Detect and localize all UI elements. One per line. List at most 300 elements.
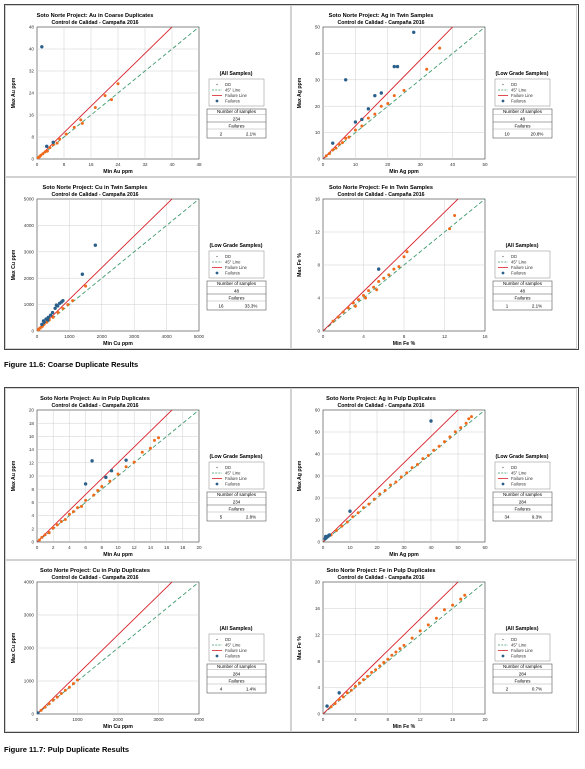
sample-point [141,451,144,454]
failure-point [55,303,58,306]
sample-point [149,447,152,450]
sample-point [386,658,389,661]
failures-label: Failures [228,295,245,301]
sample-point [351,515,354,518]
x-tick-label: 1000 [64,334,75,339]
sample-point [48,702,51,705]
sample-point [380,105,383,108]
sample-point [44,706,47,709]
legend-dd-marker [502,467,503,468]
chart-panel [6,165,291,349]
x-tick-label: 32 [142,162,148,167]
y-tick-label: 12 [314,632,320,638]
y-tick-label: 4 [31,513,34,519]
y-tick-label: 16 [314,606,320,611]
legend-box [495,79,550,106]
samples-count-label: Number of samples [216,281,257,287]
y-tick-label: 3000 [23,249,34,255]
legend-label: Failures [225,98,240,104]
y-tick-label: 4 [317,685,320,691]
y-axis-label: Max Ag ppm [297,77,303,109]
chart-title: Soto Norte Project: Cu in Pulp Duplicates [39,568,151,574]
x-tick-label: 30 [401,545,407,550]
y-tick-label: 2000 [23,645,34,651]
x-tick-label: 8 [62,162,66,167]
samples-count-label: Number of samples [216,109,257,115]
legend-label: DD [511,637,518,642]
legend-dd-marker [216,84,217,85]
failure-point [377,267,380,270]
failure-point [412,31,415,34]
y-tick-label: 0 [317,328,320,334]
legend-label: 45° Line [225,470,241,476]
sample-point [346,520,349,523]
y-tick-label: 8 [31,134,34,140]
sample-point [342,695,345,698]
y-tick-label: 20 [314,103,320,109]
sample-point [335,529,338,532]
sample-point [66,303,69,306]
sample-point [344,137,347,140]
samples-count-value: 284 [518,671,527,677]
y-tick-label: 48 [28,24,34,30]
sample-point [94,106,97,109]
y-axis-label: Max Ag ppm [297,460,303,492]
y-axis-label: Max Cu ppm [11,249,17,281]
x-tick-label: 50 [455,545,461,550]
y-tick-label: 40 [314,51,320,56]
y-tick-label: 8 [317,658,320,664]
sample-point [375,288,378,291]
sample-point [38,539,41,542]
failure-point [52,141,55,144]
sample-point [366,675,369,678]
failures-label: Failures [514,123,531,129]
chart-title: Soto Norte Project: Au in Pulp Duplicates [40,396,150,402]
chart-panel [292,5,577,177]
x-axis-label: Min Ag ppm [389,169,419,175]
sample-point [40,709,43,712]
sample-point [403,644,406,647]
sample-point [382,661,385,664]
y-tick-label: 0 [317,156,320,162]
sample-point [362,294,365,297]
y-tick-label: 10 [314,130,320,136]
figure-11-6-caption: Figure 11.6: Coarse Duplicate Results [4,360,139,369]
y-tick-label: 3000 [23,612,34,618]
sample-point [117,82,120,85]
samples-count-value: 48 [519,116,526,122]
sample-point [411,466,414,469]
sample-point [337,315,340,318]
y-tick-label: 6 [31,500,34,505]
sample-point [80,505,83,508]
x-tick-label: 16 [88,162,94,167]
sample-point [65,133,68,136]
sample-point [362,678,365,681]
x-tick-label: 60 [482,545,488,550]
x-tick-label: 10 [115,545,121,550]
x-tick-label: 0 [321,334,325,339]
sample-point [459,598,462,601]
sample-point [416,463,419,466]
figure-coarse-duplicates [4,4,579,350]
legend-failures-marker [502,483,505,486]
y-axis-label: Max Au ppm [11,77,17,109]
sample-point [354,305,357,308]
y-tick-label: 20 [314,495,320,501]
x-tick-label: 4 [362,334,365,339]
x-tick-label: 0 [35,334,39,339]
legend-label: Failures [511,481,526,487]
sample-point [406,250,409,253]
sample-point [358,681,361,684]
sample-point [362,506,365,509]
chart-panel [292,388,577,560]
failure-point [40,45,43,48]
y-tick-label: 30 [314,473,320,479]
y-tick-label: 0 [31,539,34,545]
legend-title: (All Samples) [505,626,539,632]
sample-point [367,117,370,120]
sample-point [48,146,51,149]
x-tick-label: 0 [321,545,325,550]
sample-point [432,449,435,452]
y-tick-label: 1000 [23,302,34,308]
legend-box [209,79,264,106]
legend-label: Failures [225,270,240,276]
legend-label: Failures [225,481,240,487]
failure-point [338,691,341,694]
y-tick-label: 4000 [23,579,34,585]
y-tick-label: 2 [31,526,34,532]
sample-point [340,525,343,528]
sample-point [389,484,392,487]
sample-point [374,668,377,671]
chart-subtitle: Control de Calidad - Campaña 2016 [337,20,425,26]
y-tick-label: 24 [28,90,34,96]
sample-point [44,533,47,536]
y-tick-label: 16 [28,112,34,118]
sample-point [467,417,470,420]
legend-box [495,251,550,278]
y-tick-label: 0 [317,539,320,545]
sample-point [58,138,61,141]
sample-point [390,654,393,657]
failures-count: 2 [505,686,509,692]
y-axis-label: Max Au ppm [11,460,17,492]
failures-percent: 2.1% [531,303,543,309]
sample-point [448,227,451,230]
sample-point [394,650,397,653]
failures-percent: 2.8% [245,514,257,520]
sample-point [370,671,373,674]
legend-failures-marker [502,100,505,103]
y-tick-label: 8 [317,262,320,268]
failure-point [45,145,48,148]
sample-point [56,142,59,145]
failure-point [393,65,396,68]
legend-failures-marker [216,655,219,658]
sample-point [427,623,430,626]
y-tick-label: 12 [28,460,34,466]
x-tick-label: 4000 [193,717,205,722]
x-tick-label: 8 [402,334,406,339]
stats-box [493,492,552,521]
chart-subtitle: Control de Calidad - Campaña 2016 [51,575,139,581]
sample-point [157,436,160,439]
failures-percent: 33.3% [244,303,258,309]
x-axis-label: Min Ag ppm [389,552,419,558]
sample-point [52,699,55,702]
sample-point [84,499,87,502]
failures-percent: 2.1% [245,131,257,137]
stats-box [207,281,266,310]
y-tick-label: 0 [317,711,320,717]
failures-label: Failures [514,295,531,301]
sample-point [346,691,349,694]
x-tick-label: 4 [68,545,71,550]
sample-point [64,689,67,692]
samples-count-label: Number of samples [502,492,543,498]
sample-point [438,445,441,448]
x-tick-label: 2000 [96,334,107,339]
sample-point [110,98,113,101]
legend-title: (Low Grade Samples) [209,454,263,460]
x-tick-label: 0 [321,162,325,167]
y-tick-label: 40 [28,46,34,52]
legend-label: Failure Line [225,648,247,653]
samples-count-value: 284 [518,499,527,505]
sample-point [352,301,355,304]
legend-failures-marker [502,655,505,658]
stats-box [493,109,552,138]
x-tick-label: 0 [35,162,39,167]
sample-point [367,289,370,292]
chart-title: Soto Norte Project: Fe in Pulp Duplicates [326,568,436,574]
sample-point [427,454,430,457]
x-tick-label: 5000 [193,334,205,339]
chart-title: Soto Norte Project: Ag in Twin Samples [328,13,434,19]
x-tick-label: 8 [100,545,104,550]
chart-title: Soto Norte Project: Au in Coarse Duplicates [36,13,154,19]
sample-point [398,647,401,650]
x-tick-label: 0 [321,717,325,722]
x-tick-label: 16 [450,717,456,722]
legend-failures-marker [216,100,219,103]
sample-point [382,277,385,280]
x-tick-label: 20 [385,162,391,167]
legend-label: Failure Line [511,648,533,653]
sample-point [79,118,82,121]
sample-point [463,594,466,597]
sample-point [448,435,451,438]
legend-label: 45° Line [511,259,527,265]
sample-point [387,273,390,276]
sample-point [397,265,400,268]
legend-box [209,634,264,661]
sample-point [354,128,357,131]
sample-point [133,461,136,464]
x-tick-label: 3000 [129,334,140,339]
sample-point [354,685,357,688]
failures-percent: 1.4% [245,686,257,692]
legend-label: DD [511,254,518,259]
y-tick-label: 18 [28,420,34,426]
sample-point [465,422,468,425]
sample-point [377,280,380,283]
sample-point [72,682,75,685]
sample-point [378,664,381,667]
x-tick-label: 40 [450,162,456,167]
sample-point [443,608,446,611]
failures-percent: 20.8% [530,131,544,137]
failures-count: 10 [504,131,510,137]
x-tick-label: 4 [354,717,357,722]
legend-label: Failure Line [511,265,533,270]
x-tick-label: 30 [417,162,423,167]
x-tick-label: 12 [441,334,448,339]
y-tick-label: 20 [314,579,320,585]
sample-point [384,489,387,492]
legend-title: (Low Grade Samples) [209,243,263,249]
samples-count-value: 234 [232,499,241,505]
failure-point [348,510,351,513]
x-tick-label: 14 [147,545,153,550]
failure-point [325,704,328,707]
sample-point [400,475,403,478]
x-tick-label: 2 [51,545,55,550]
failures-label: Failures [228,506,245,512]
sample-point [125,465,128,468]
legend-label: 45° Line [225,87,241,93]
failure-point [373,94,376,97]
sample-point [454,430,457,433]
chart-subtitle: Control de Calidad - Campaña 2016 [51,20,139,26]
failure-point [42,319,45,322]
x-tick-label: 0 [35,545,39,550]
x-tick-label: 0 [35,717,39,722]
failure-point [84,482,87,485]
failures-label: Failures [514,678,531,684]
y-tick-label: 50 [314,429,320,435]
x-tick-label: 20 [482,717,488,722]
sample-point [453,214,456,217]
sample-point [350,689,353,692]
figure-pulp-duplicates-svg [5,388,578,732]
sample-point [373,113,376,116]
sample-point [153,439,156,442]
legend-title: (Low Grade Samples) [495,454,549,460]
legend-failures-marker [502,272,505,275]
chart-title: Soto Norte Project: Fe in Twin Samples [328,185,434,191]
sample-point [52,527,55,530]
legend-label: DD [225,465,232,470]
y-tick-label: 30 [314,77,320,83]
x-axis-label: Min Au ppm [103,169,133,175]
y-tick-label: 0 [31,328,34,334]
sample-point [334,147,337,150]
legend-label: Failure Line [511,93,533,98]
legend-label: Failure Line [225,265,247,270]
sample-point [435,617,438,620]
y-tick-label: 16 [28,434,34,439]
legend-dd-marker [502,256,503,257]
failures-count: 16 [218,303,224,309]
legend-label: Failures [511,653,526,659]
legend-dd-marker [216,467,217,468]
legend-title: (All Samples) [219,626,253,632]
x-tick-label: 40 [169,162,175,167]
legend-title: (Low Grade Samples) [495,71,549,77]
failure-point [429,419,432,422]
sample-point [443,440,446,443]
sample-point [403,255,406,258]
x-axis-label: Min Cu ppm [103,341,133,347]
sample-point [71,299,74,302]
sample-point [76,506,79,509]
failure-point [60,300,63,303]
stats-box [207,492,266,521]
legend-dd-marker [502,639,503,640]
sample-point [405,471,408,474]
x-tick-label: 10 [347,545,353,550]
y-tick-label: 60 [314,407,320,413]
y-tick-label: 5000 [23,196,34,202]
failure-point [324,535,327,538]
y-tick-label: 20 [28,407,34,413]
y-tick-label: 10 [28,473,34,479]
samples-count-value: 234 [232,116,241,122]
failures-label: Failures [228,678,245,684]
legend-label: Failures [511,98,526,104]
sample-point [425,68,428,71]
failure-point [90,459,93,462]
y-tick-label: 10 [314,517,320,523]
failures-percent: 0.7% [531,686,543,692]
chart-title: Soto Norte Project: Ag in Pulp Duplicates [326,396,436,402]
x-tick-label: 6 [84,545,87,550]
samples-count-label: Number of samples [502,109,543,115]
x-tick-label: 2000 [112,717,124,722]
samples-count-label: Number of samples [502,664,543,670]
figure-coarse-duplicates-svg [5,5,578,349]
sample-point [330,705,333,708]
samples-count-value: 48 [233,288,240,294]
sample-point [332,320,335,323]
sample-point [48,531,51,534]
chart-panel [292,548,577,732]
sample-point [73,126,76,129]
sample-point [347,136,350,139]
y-tick-label: 4000 [23,223,34,228]
sample-point [451,604,454,607]
stats-box [207,109,266,138]
sample-point [325,154,328,157]
x-axis-label: Min Au ppm [103,552,133,558]
sample-point [46,150,49,153]
figure-11-7-caption: Figure 11.7: Pulp Duplicate Results [4,745,130,754]
legend-failures-marker [216,483,219,486]
chart-panel [6,5,291,177]
sample-point [403,89,406,92]
figure-pulp-duplicates [4,387,579,733]
sample-point [411,637,414,640]
chart-subtitle: Control de Calidad - Campaña 2016 [337,192,425,198]
stats-box [493,281,552,310]
failure-point [344,78,347,81]
failure-point [396,65,399,68]
